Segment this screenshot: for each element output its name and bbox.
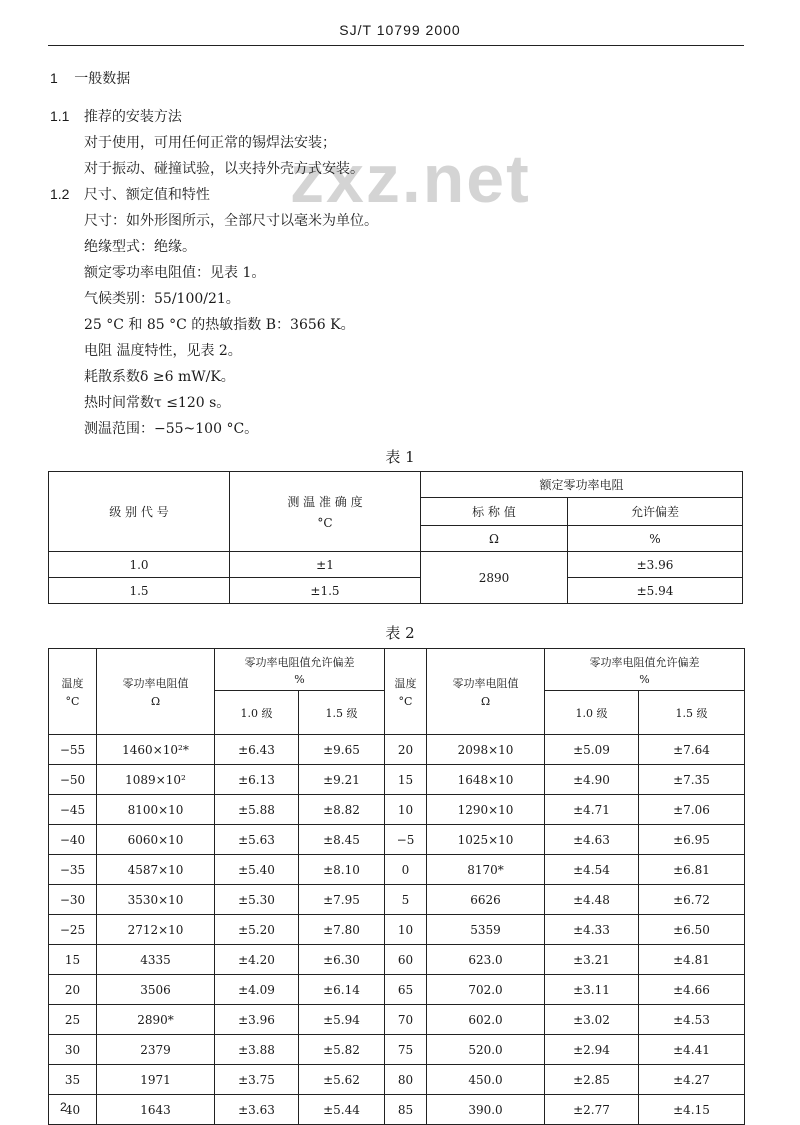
section-1-2-title: 尺寸、额定值和特性 — [83, 187, 210, 203]
spec-line: 热时间常数τ ≤120 s。 — [84, 395, 231, 411]
resistance-cell-right: 5359 — [427, 915, 545, 945]
tolerance-1-5-cell-right: ±4.41 — [639, 1035, 745, 1065]
resistance-cell-right: 1290×10 — [427, 795, 545, 825]
table-2-header-row — [49, 649, 745, 691]
tolerance-1-5-cell: ±5.82 — [299, 1035, 385, 1065]
resistance-cell: 2379 — [97, 1035, 215, 1065]
tolerance-1-5-cell: ±5.62 — [299, 1065, 385, 1095]
temp-cell-right: 65 — [385, 975, 427, 1005]
tolerance-1-5-cell-right: ±4.15 — [639, 1095, 745, 1125]
tolerance-1-0-cell-right: ±2.94 — [545, 1035, 639, 1065]
temp-cell-right: −5 — [385, 825, 427, 855]
table-1-caption: 表 1 — [385, 448, 415, 466]
tolerance-1-5-cell: ±9.65 — [299, 735, 385, 765]
grade-1-5-header-right: 1.5 级 — [639, 691, 745, 735]
table-1-nominal-value: 2890 — [421, 552, 568, 604]
tolerance-1-5-cell: ±9.21 — [299, 765, 385, 795]
tolerance-1-0-cell-right: ±4.90 — [545, 765, 639, 795]
resistance-cell: 4335 — [97, 945, 215, 975]
resistance-cell-right: 1025×10 — [427, 825, 545, 855]
spec-line: 绝缘型式：绝缘。 — [84, 239, 196, 255]
section-1-1-line: 对于使用，可用任何正常的锡焊法安装； — [84, 135, 336, 151]
temp-cell: 35 — [49, 1065, 97, 1095]
table-1-nominal-unit: Ω — [421, 526, 568, 552]
tolerance-1-0-cell: ±5.88 — [215, 795, 299, 825]
temp-cell-right: 80 — [385, 1065, 427, 1095]
table-row — [49, 1005, 745, 1035]
tolerance-1-5-cell: ±8.82 — [299, 795, 385, 825]
table-row — [49, 945, 745, 975]
resistance-cell-right: 390.0 — [427, 1095, 545, 1125]
table-2-resistance-header: 零功率电阻值 Ω — [97, 649, 215, 735]
grade-1-0-header-right: 1.0 级 — [545, 691, 639, 735]
spec-line: 耗散系数δ ≥6 mW/K。 — [84, 369, 235, 385]
table-row — [49, 735, 745, 765]
table-row — [49, 552, 743, 578]
tolerance-1-0-cell-right: ±4.63 — [545, 825, 639, 855]
temp-cell-right: 85 — [385, 1095, 427, 1125]
table-1-accuracy-cell: ±1 — [230, 552, 421, 578]
table-row — [49, 855, 745, 885]
table-row — [49, 915, 745, 945]
table-2-resistance-header-right: 零功率电阻值 Ω — [427, 649, 545, 735]
header-rule — [48, 45, 744, 46]
section-1-title: 一般数据 — [74, 71, 131, 87]
tolerance-1-5-cell-right: ±6.72 — [639, 885, 745, 915]
resistance-cell-right: 6626 — [427, 885, 545, 915]
resistance-cell-right: 602.0 — [427, 1005, 545, 1035]
resistance-cell: 4587×10 — [97, 855, 215, 885]
resistance-cell: 1089×10² — [97, 765, 215, 795]
temp-cell: −45 — [49, 795, 97, 825]
resistance-cell: 8100×10 — [97, 795, 215, 825]
table-2-temp-header-right: 温度 °C — [385, 649, 427, 735]
tolerance-1-5-cell-right: ±7.35 — [639, 765, 745, 795]
grade-1-5-header: 1.5 级 — [299, 691, 385, 735]
tolerance-1-0-cell-right: ±4.71 — [545, 795, 639, 825]
tolerance-1-5-cell-right: ±6.95 — [639, 825, 745, 855]
table-1-tolerance-cell: ±3.96 — [568, 552, 743, 578]
section-1-heading — [50, 68, 130, 88]
table-2-tolerance-header-right: 零功率电阻值允许偏差 % — [545, 649, 745, 691]
page-header: SJ/T 10799 2000 — [339, 22, 461, 38]
resistance-cell: 2712×10 — [97, 915, 215, 945]
tolerance-1-0-cell-right: ±2.77 — [545, 1095, 639, 1125]
table-row — [49, 795, 745, 825]
tolerance-1-0-cell-right: ±3.02 — [545, 1005, 639, 1035]
tolerance-1-5-cell: ±7.80 — [299, 915, 385, 945]
table-row — [49, 765, 745, 795]
spec-line: 额定零功率电阻值：见表 1。 — [84, 265, 266, 281]
tolerance-1-5-cell-right: ±4.81 — [639, 945, 745, 975]
resistance-cell-right: 623.0 — [427, 945, 545, 975]
temp-cell: −35 — [49, 855, 97, 885]
watermark: zxz.net — [290, 141, 531, 217]
spec-line: 测温范围：−55~100 °C。 — [84, 421, 259, 437]
section-1-1-number: 1.1 — [50, 108, 70, 124]
tolerance-1-0-cell: ±4.09 — [215, 975, 299, 1005]
spec-line: 25 °C 和 85 °C 的热敏指数 B：3656 K。 — [84, 317, 355, 333]
grade-1-0-header: 1.0 级 — [215, 691, 299, 735]
table-1-tolerance-unit: % — [568, 526, 743, 552]
tolerance-1-5-cell: ±6.14 — [299, 975, 385, 1005]
resistance-cell: 3506 — [97, 975, 215, 1005]
table-1-grade-header: 级 别 代 号 — [49, 472, 230, 552]
tolerance-1-5-cell-right: ±4.53 — [639, 1005, 745, 1035]
tolerance-1-5-cell-right: ±6.50 — [639, 915, 745, 945]
temp-cell: 25 — [49, 1005, 97, 1035]
section-1-1-heading — [50, 106, 182, 126]
table-1-tolerance-header: 允许偏差 — [568, 498, 743, 526]
table-1-grade-cell: 1.0 — [49, 552, 230, 578]
resistance-cell-right: 702.0 — [427, 975, 545, 1005]
tolerance-1-5-cell-right: ±7.64 — [639, 735, 745, 765]
tolerance-1-0-cell-right: ±4.54 — [545, 855, 639, 885]
temp-cell-right: 0 — [385, 855, 427, 885]
tolerance-1-0-cell: ±6.43 — [215, 735, 299, 765]
temp-cell: −40 — [49, 825, 97, 855]
tolerance-1-0-cell: ±6.13 — [215, 765, 299, 795]
tolerance-1-0-cell: ±3.96 — [215, 1005, 299, 1035]
table-1-accuracy-cell: ±1.5 — [230, 578, 421, 604]
temp-cell: 30 — [49, 1035, 97, 1065]
resistance-cell: 2890* — [97, 1005, 215, 1035]
table-2-temp-header: 温度 °C — [49, 649, 97, 735]
spec-line: 电阻 温度特性，见表 2。 — [84, 343, 242, 359]
spec-line: 尺寸：如外形图所示，全部尺寸以毫米为单位。 — [84, 213, 378, 229]
resistance-cell-right: 8170* — [427, 855, 545, 885]
table-1-header-row — [49, 472, 743, 498]
temp-cell-right: 5 — [385, 885, 427, 915]
resistance-cell-right: 1648×10 — [427, 765, 545, 795]
temp-cell: 40 — [49, 1095, 97, 1125]
table-row — [49, 1095, 745, 1125]
tolerance-1-0-cell-right: ±3.21 — [545, 945, 639, 975]
tolerance-1-0-cell: ±3.75 — [215, 1065, 299, 1095]
section-1-1-title: 推荐的安装方法 — [83, 109, 182, 125]
table-row — [49, 578, 743, 604]
temp-cell: −55 — [49, 735, 97, 765]
tolerance-1-0-cell-right: ±5.09 — [545, 735, 639, 765]
tolerance-1-0-cell: ±4.20 — [215, 945, 299, 975]
tolerance-1-5-cell: ±8.45 — [299, 825, 385, 855]
temp-cell: −30 — [49, 885, 97, 915]
tolerance-1-0-cell-right: ±2.85 — [545, 1065, 639, 1095]
temp-cell: 20 — [49, 975, 97, 1005]
tolerance-1-0-cell-right: ±4.33 — [545, 915, 639, 945]
tolerance-1-5-cell: ±7.95 — [299, 885, 385, 915]
tolerance-1-5-cell-right: ±4.27 — [639, 1065, 745, 1095]
tolerance-1-0-cell: ±5.40 — [215, 855, 299, 885]
table-2-tolerance-header: 零功率电阻值允许偏差 % — [215, 649, 385, 691]
resistance-cell: 1971 — [97, 1065, 215, 1095]
temp-cell: −25 — [49, 915, 97, 945]
tolerance-1-5-cell: ±6.30 — [299, 945, 385, 975]
temp-cell-right: 20 — [385, 735, 427, 765]
temp-cell-right: 15 — [385, 765, 427, 795]
tolerance-1-5-cell: ±5.94 — [299, 1005, 385, 1035]
section-1-2-heading — [50, 184, 210, 204]
table-row — [49, 885, 745, 915]
temp-cell: −50 — [49, 765, 97, 795]
tolerance-1-0-cell: ±5.63 — [215, 825, 299, 855]
tolerance-1-0-cell-right: ±4.48 — [545, 885, 639, 915]
resistance-cell: 1460×10²* — [97, 735, 215, 765]
table-2-body — [49, 735, 745, 1125]
table-1 — [48, 471, 743, 604]
tolerance-1-5-cell-right: ±6.81 — [639, 855, 745, 885]
resistance-cell: 6060×10 — [97, 825, 215, 855]
tolerance-1-5-cell: ±8.10 — [299, 855, 385, 885]
table-1-nominal-header: 标 称 值 — [421, 498, 568, 526]
resistance-cell-right: 520.0 — [427, 1035, 545, 1065]
table-row — [49, 825, 745, 855]
table-row — [49, 1065, 745, 1095]
accuracy-label: 测 温 准 确 度 — [287, 495, 363, 509]
accuracy-unit: °C — [317, 516, 333, 530]
table-1-rated-header: 额定零功率电阻 — [421, 472, 743, 498]
tolerance-1-0-cell: ±3.63 — [215, 1095, 299, 1125]
tolerance-1-0-cell-right: ±3.11 — [545, 975, 639, 1005]
tolerance-1-5-cell-right: ±4.66 — [639, 975, 745, 1005]
section-1-number: 1 — [50, 70, 58, 86]
tolerance-1-0-cell: ±5.30 — [215, 885, 299, 915]
temp-cell-right: 10 — [385, 795, 427, 825]
table-2 — [48, 648, 745, 1125]
tolerance-1-0-cell: ±3.88 — [215, 1035, 299, 1065]
temp-cell-right: 60 — [385, 945, 427, 975]
table-2-caption: 表 2 — [385, 624, 415, 642]
temp-cell-right: 75 — [385, 1035, 427, 1065]
table-row — [49, 975, 745, 1005]
resistance-cell: 3530×10 — [97, 885, 215, 915]
temp-cell-right: 70 — [385, 1005, 427, 1035]
table-row — [49, 1035, 745, 1065]
section-1-1-line: 对于振动、碰撞试验，以夹持外壳方式安装。 — [84, 161, 364, 177]
page-number: 2 — [60, 1100, 67, 1114]
temp-cell-right: 10 — [385, 915, 427, 945]
resistance-cell-right: 2098×10 — [427, 735, 545, 765]
tolerance-1-5-cell-right: ±7.06 — [639, 795, 745, 825]
tolerance-1-0-cell: ±5.20 — [215, 915, 299, 945]
tolerance-1-5-cell: ±5.44 — [299, 1095, 385, 1125]
resistance-cell: 1643 — [97, 1095, 215, 1125]
table-1-tolerance-cell: ±5.94 — [568, 578, 743, 604]
spec-line: 气候类别：55/100/21。 — [84, 291, 240, 307]
table-1-grade-cell: 1.5 — [49, 578, 230, 604]
temp-cell: 15 — [49, 945, 97, 975]
table-1-accuracy-header — [230, 472, 421, 552]
resistance-cell-right: 450.0 — [427, 1065, 545, 1095]
section-1-2-number: 1.2 — [50, 186, 70, 202]
